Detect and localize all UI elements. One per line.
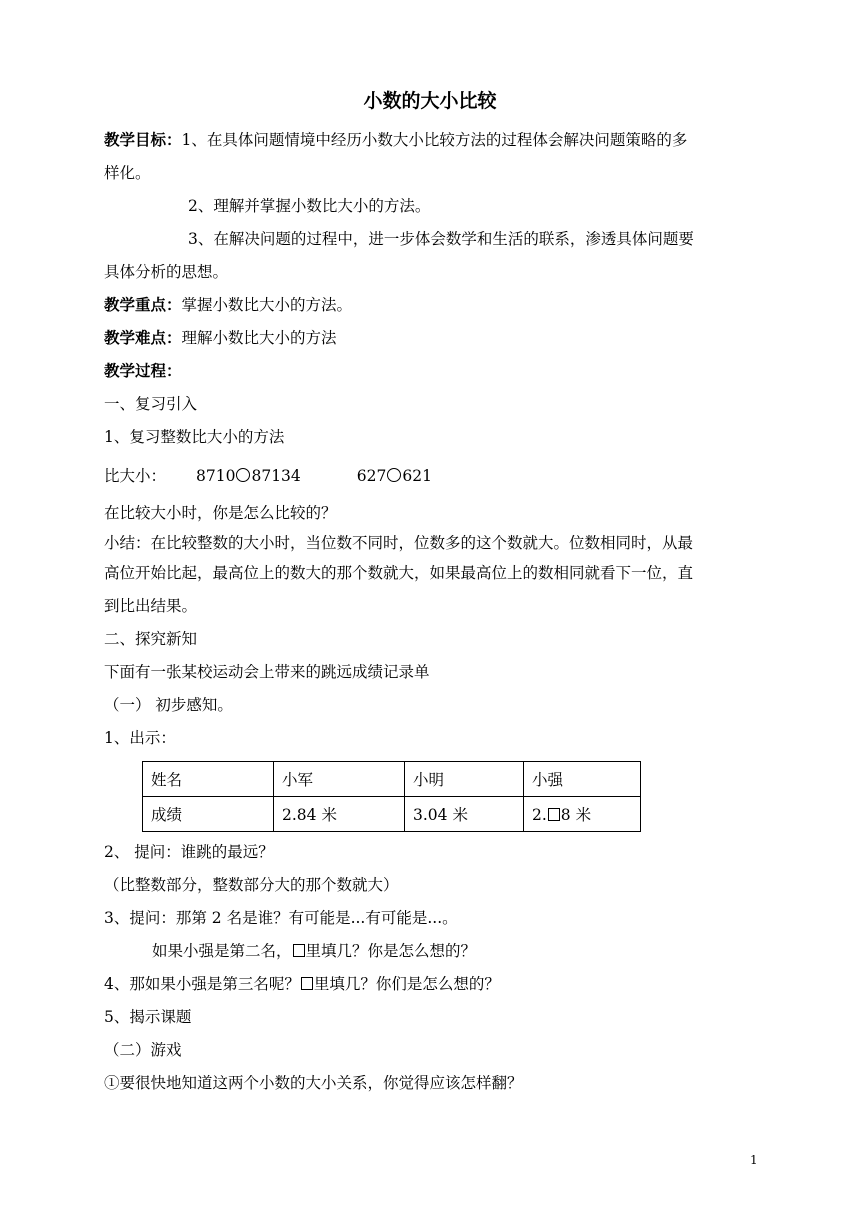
section-1-heading: 一、复习引入	[104, 395, 198, 413]
compare-exercise	[104, 460, 760, 493]
compare-1-right: 87134	[251, 467, 301, 485]
square-blank-icon	[548, 808, 560, 821]
score-prefix: 2.	[532, 806, 547, 824]
compare-1-left: 8710	[196, 467, 236, 485]
section-2-item-3: 3、提问：那第 2 名是谁？有可能是...有可能是...。	[104, 909, 458, 927]
summary-line-3: 到比出结果。	[104, 597, 198, 615]
difficulty-label: 教学难点：	[104, 329, 182, 347]
section-1-item-1: 1、复习整数比大小的方法	[104, 428, 285, 446]
table-row	[143, 797, 641, 832]
table-cell	[524, 797, 641, 832]
score-suffix: 8 米	[560, 806, 592, 824]
goal-1-text: 1、在具体问题情境中经历小数大小比较方法的过程体会解决问题策略的多	[181, 131, 688, 149]
document-title: 小数的大小比较	[363, 90, 497, 112]
item-4-part-a: 4、那如果小强是第三名呢？	[104, 975, 300, 993]
document-body	[104, 124, 760, 1100]
section-2-item-2: 2、 提问：谁跳的最远？	[104, 843, 274, 861]
table-cell: 小明	[405, 762, 524, 797]
teaching-goal-2: 2、理解并掌握小数比大小的方法。	[188, 197, 431, 215]
teaching-goal-3: 3、在解决问题的过程中，进一步体会数学和生活的联系，渗透具体问题要	[188, 230, 694, 248]
table-cell: 2.84 米	[274, 797, 405, 832]
difficulty-text: 理解小数比大小的方法	[181, 329, 337, 347]
item-3b-part-a: 如果小强是第二名，	[152, 942, 292, 960]
teaching-process-label: 教学过程：	[104, 362, 182, 380]
section-2-item-3b	[104, 935, 760, 968]
compare-label: 比大小：	[104, 467, 167, 485]
goal-3-continuation: 具体分析的思想。	[104, 263, 229, 281]
circle-blank-icon	[236, 468, 250, 482]
section-2-intro: 下面有一张某校运动会上带来的跳远成绩记录单	[104, 663, 430, 681]
summary-line-2: 高位开始比起，最高位上的数大的那个数就大，如果最高位上的数相同就看下一位，直	[104, 564, 694, 582]
section-2-item-4	[104, 968, 760, 1001]
table-cell: 成绩	[143, 797, 274, 832]
circle-blank-icon	[387, 468, 401, 482]
section-2-item-5: 5、揭示课题	[104, 1008, 192, 1026]
goal-1-continuation: 样化。	[104, 164, 151, 182]
square-blank-icon	[293, 944, 305, 957]
compare-question: 在比较大小时，你是怎么比较的？	[104, 504, 337, 522]
item-4-part-b: 里填几？你们是怎么想的？	[313, 975, 500, 993]
compare-2-left: 627	[356, 467, 387, 485]
game-item-1: ①要很快地知道这两个小数的大小关系，你觉得应该怎样翻？	[104, 1074, 523, 1092]
teaching-focus	[104, 289, 760, 322]
subsection-1-heading: （一） 初步感知。	[104, 696, 233, 714]
table-cell: 姓名	[143, 762, 274, 797]
focus-label: 教学重点：	[104, 296, 182, 314]
teaching-goal-1	[104, 124, 760, 157]
section-2-heading: 二、探究新知	[104, 630, 198, 648]
teaching-goals-label: 教学目标：	[104, 131, 182, 149]
table-cell: 小军	[274, 762, 405, 797]
summary-line-1: 小结：在比较整数的大小时，当位数不同时，位数多的这个数就大。位数相同时，从最	[104, 534, 694, 552]
table-header-row	[143, 762, 641, 797]
section-2-note-2: （比整数部分，整数部分大的那个数就大）	[104, 876, 399, 894]
long-jump-score-table	[142, 761, 641, 832]
teaching-difficulty	[104, 322, 760, 355]
page-number: 1	[750, 1153, 758, 1167]
focus-text: 掌握小数比大小的方法。	[181, 296, 353, 314]
section-2-item-1: 1、出示：	[104, 729, 176, 747]
item-3b-part-b: 里填几？你是怎么想的？	[305, 942, 477, 960]
table-cell: 3.04 米	[405, 797, 524, 832]
square-blank-icon	[301, 977, 313, 990]
subsection-2-heading: （二）游戏	[104, 1041, 182, 1059]
compare-2-right: 621	[402, 467, 432, 485]
table-cell: 小强	[524, 762, 641, 797]
